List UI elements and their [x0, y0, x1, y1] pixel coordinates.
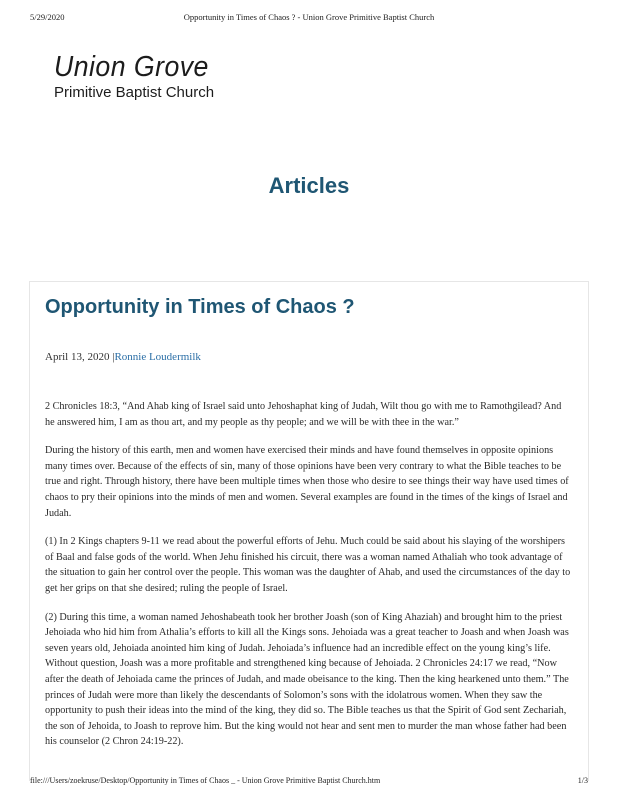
article-byline [45, 351, 201, 363]
byline-separator: | [112, 351, 115, 363]
article-date: April 13, 2020 [45, 351, 110, 363]
article-paragraph: 2 Chronicles 18:3, “And Ahab king of Israel said unto Jehoshaphat king of Judah, Wilt thou go with me to Ramothgilead? And he answered him, I am as thou art, and my people as thy people; and we will be with thee in the war.” [45, 401, 562, 428]
print-doc-title: Opportunity in Times of Chaos ? - Union Grove Primitive Baptist Church [183, 12, 435, 22]
church-logo[interactable] [54, 52, 222, 102]
page-number: 1/3 [577, 776, 588, 785]
file-path: file:///Users/zoekruse/Desktop/Opportunity in Times of Chaos _ - Union Grove Primitive Baptist Church.htm [30, 776, 381, 785]
article-body [45, 399, 573, 763]
logo-name: Union Grove [54, 51, 209, 83]
article-title[interactable]: Opportunity in Times of Chaos ? [45, 296, 355, 318]
print-date: 5/29/2020 [30, 12, 65, 22]
article-paragraph: (2) During this time, a woman named Jehoshabeath took her brother Joash (son of King Ahaziah) and brought him to the priest Jehoiada who hid him from Athalia’s efforts to kill all the Kings sons. Jehoiada was a great teacher to Joash and when Joash was seven years old, Jehoiada anointed him king of Judah. Jehoiada’s influence had an incredible effect on the young king’s life. Without question, Joash was a more profitable and strengthened king because of Jehoiada. 2 Chronicles 24:17 we read, “Now after the death of Jehoiada came the princes of Judah, and made obeisance to the king. Then the king hearkened unto them.” The princes of Judah were more than likely the descendants of Solomon’s sons with the idolatrous women. When they saw the opportunity to push their ideas into the mind of the king, they did so. The Bible teaches us that the Spirit of God sent Zechariah, the son of Jehoida, to Joash to reprove him. But the king would not hear and sent men to murder the man whose father had been his counselor (2 Chron 24:19-22). [45, 611, 569, 748]
print-header [30, 12, 588, 26]
page-title: Articles [268, 173, 350, 198]
article-paragraph: During the history of this earth, men and women have exercised their minds and have found themselves in opposite opinions many times over. Because of the effects of sin, many of those opinions have been very contrary to what the Bible teaches to be true and right. Through history, there have been multiple times when those who desire to see things their way have used times of chaos to pry their opinions into the minds of men and women. Several examples are found in the times of the kings of Israel and Judah. [45, 445, 569, 519]
print-footer [30, 776, 588, 788]
author-link[interactable]: Ronnie Loudermilk [114, 351, 201, 363]
article-paragraph: (1) In 2 Kings chapters 9-11 we read about the powerful efforts of Jehu. Much could be said about his slaying of the worshipers of Baal and false gods of the world. When Jehu finished his circuit, there was a woman named Athaliah who took advantage of the situation to gain her control over the people. This woman was the daughter of Ahab, and used the circumstances of the day to get her grips on that she desired; ruling the people of Israel. [45, 536, 571, 594]
logo-subtitle: Primitive Baptist Church [54, 84, 215, 101]
